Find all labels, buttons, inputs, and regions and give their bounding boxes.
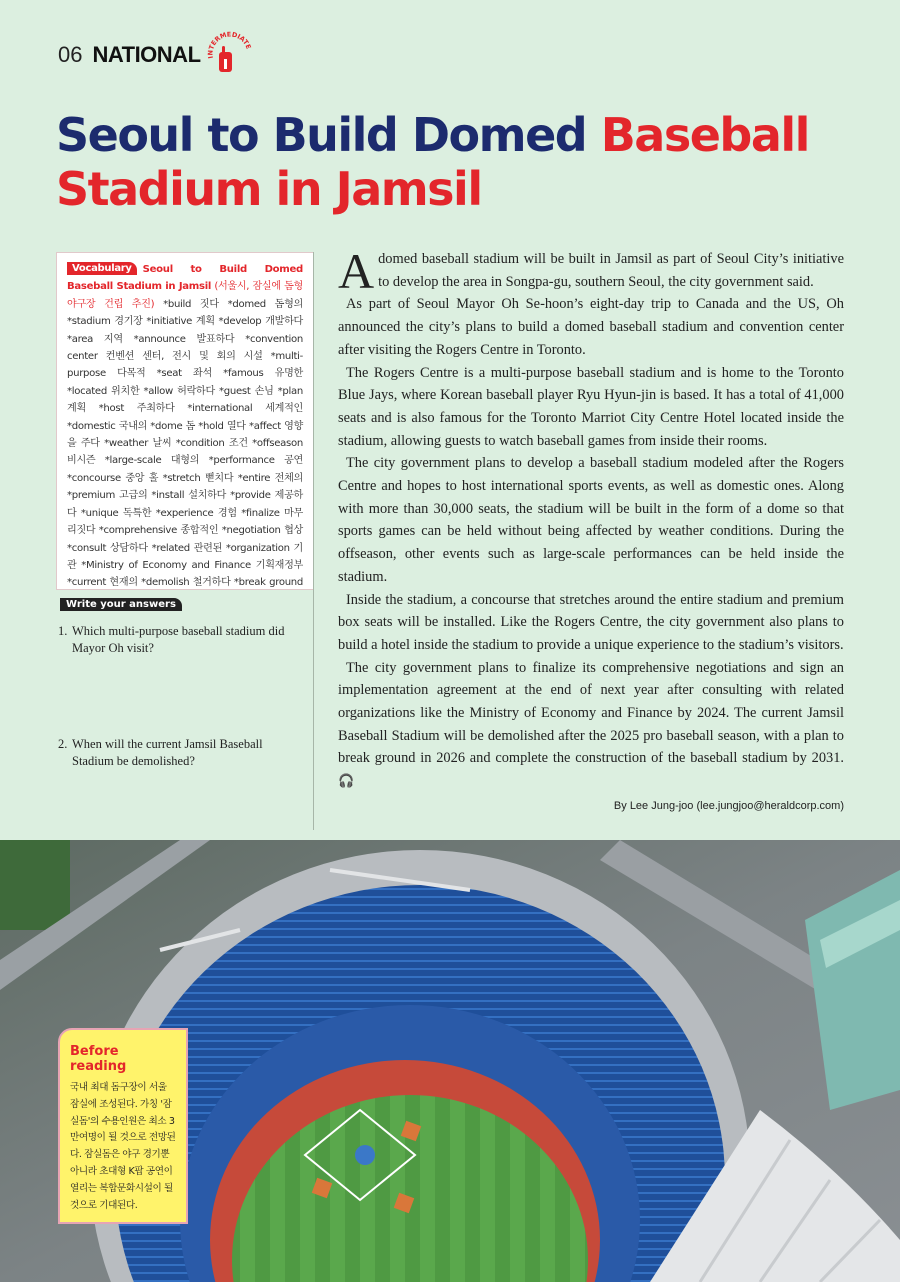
article-paragraph: As part of Seoul Mayor Oh Se-hoon’s eight-day trip to Canada and the US, Oh announced the city’s plans to build a domed baseball stadium and convention center after visiting the Rogers Centre in Toronto. <box>338 296 844 358</box>
page-header <box>58 42 201 68</box>
column-divider <box>313 252 314 830</box>
article-body <box>338 243 844 794</box>
section-title: NATIONAL <box>92 42 201 67</box>
question-text: Which multi-purpose baseball stadium did Mayor Oh visit? <box>72 624 285 655</box>
write-answers-tag: Write your answers <box>60 598 182 611</box>
question-1 <box>58 623 298 657</box>
question-number: 2. <box>58 737 68 751</box>
article-paragraph: The city government plans to develop a baseball stadium modeled after the Rogers Centre and hopes to host international sports events, as well as domestic ones. Along with more than 30,000 seats, the stadium will be built in the form of a dome so that sports games can be held without being affected by weather conditions. During the offseason, other events such as large-scale performances can be held inside the stadium. <box>338 455 844 585</box>
article-paragraph: Inside the stadium, a concourse that stretches around the entire stadium and premium box seats will be installed. Like the Rogers Centre, the city government also plans to build a hotel inside the stadium to provide a unique experience to the stadium’s visitors. <box>338 591 844 653</box>
article-paragraph: The city government plans to finalize its comprehensive negotiations and sign an implementation agreement at the end of next year after consulting with related organizations like the Ministry of Economy and Finance by 2024. The current Jamsil Baseball Stadium will be demolished after the 2025 pro baseball season, with a plan to break ground in 2026 and complete the construction of the baseball stadium by 2031. 🎧 <box>338 659 844 790</box>
before-reading-note <box>58 1028 188 1224</box>
question-2 <box>58 736 298 770</box>
byline: By Lee Jung-joo (lee.jungjoo@heraldcorp.com) <box>613 800 844 812</box>
article-paragraph: The Rogers Centre is a multi-purpose baseball stadium and is home to the Toronto Blue Jays, where Korean baseball player Ryu Hyun-jin is based. It has a total of 41,000 seats and is also famous for the Toronto Marriot City Centre Hotel located inside the stadium, allowing guests to watch baseball games from inside their rooms. <box>338 364 844 449</box>
page-number: 06 <box>58 42 83 67</box>
intermediate-hand-icon <box>205 28 255 78</box>
drop-cap: A <box>338 243 375 299</box>
vocabulary-heading: Seoul to Build Domed Baseball Stadium in Jamsil <box>67 264 303 293</box>
vocabulary-box <box>56 252 314 590</box>
vocabulary-heading-korean: (서울시, 잠실에 돔형 야구장 건립 추진) <box>67 281 303 310</box>
article-paragraph: A domed baseball stadium will be built in Jamsil as part of Seoul City’s initiative to develop the area in Songpa-gu, southern Seoul, the city government said. <box>338 243 844 299</box>
question-text: When will the current Jamsil Baseball Stadium be demolished? <box>72 737 263 768</box>
title-part-red: Baseball Stadium in Jamsil <box>56 108 809 216</box>
vocabulary-tag: Vocabulary <box>67 262 137 275</box>
headphones-icon[interactable]: 🎧 <box>338 774 355 790</box>
level-badge-text: INTERMEDIATE <box>206 30 253 60</box>
question-number: 1. <box>58 624 68 638</box>
note-body: 국내 최대 돔구장이 서울 잠실에 조성된다. 가칭 '잠실돔'의 수용인원은 최소 3만여명이 될 것으로 전망된다. 잠실돔은 야구 경기뿐 아니라 초대형 K팝 공연이 열리는 복합문화시설이 될 것으로 기대된다. <box>70 1082 176 1211</box>
title-part-navy: Seoul to Build Domed <box>56 108 601 162</box>
note-title: Before reading <box>70 1044 127 1074</box>
article-title <box>56 108 856 216</box>
vocabulary-entries: *build 짓다 *domed 돔형의 *stadium 경기장 *initiative 계획 *develop 개발하다 *area 지역 *announce 발표하다 *convention center 컨벤션 센터, 전시 및 회의 시설 *multi-purpose 다목적 *seat 좌석 *famous 유명한 *located 위치한 *allow 허락하다 *guest 손님 *plan 계획 *host 주최하다 *international 세계적인 *domestic 국내의 *dome 돔 *hold 열다 *affect 영향을 주다 *weather 날씨 *condition 조건 *offseason 비시즌 *large-scale 대형의 *performance 공연 *concourse 중앙 홀 *stretch 뻗치다 *entire 전체의 *premium 고급의 *install 설치하다 *provide 제공하다 *unique 독특한 *experience 경험 *finalize 마무리짓다 *comprehensive 종합적인 *negotiation 협상 *consult 상담하다 *related 관련된 *organization 기관 *Ministry of Economy and Finance 기획재정부 *current 현재의 *demolish 철거하다 *break ground <box>67 298 303 589</box>
